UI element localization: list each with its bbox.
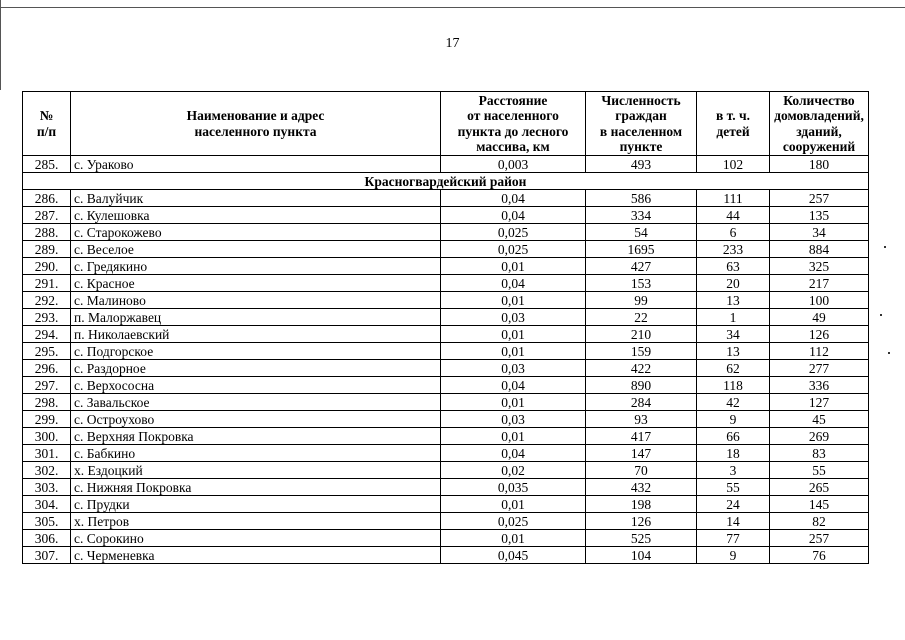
row-children: 55 bbox=[697, 479, 770, 496]
table-header bbox=[23, 92, 869, 156]
row-number: 295. bbox=[23, 343, 71, 360]
header-children-line1: в т. ч. bbox=[715, 108, 751, 123]
row-households: 217 bbox=[770, 275, 869, 292]
row-population: 890 bbox=[586, 377, 697, 394]
row-name: с. Прудки bbox=[71, 496, 441, 513]
row-distance: 0,03 bbox=[441, 411, 586, 428]
row-population: 1695 bbox=[586, 241, 697, 258]
row-number: 302. bbox=[23, 462, 71, 479]
header-households-line2: домовладений, bbox=[774, 108, 864, 123]
header-distance bbox=[441, 92, 586, 156]
row-name: с. Сорокино bbox=[71, 530, 441, 547]
row-children: 42 bbox=[697, 394, 770, 411]
header-households-line1: Количество bbox=[783, 92, 855, 108]
table-row bbox=[23, 292, 869, 309]
table-row bbox=[23, 530, 869, 547]
row-distance: 0,003 bbox=[441, 156, 586, 173]
row-population: 417 bbox=[586, 428, 697, 445]
row-name: с. Раздорное bbox=[71, 360, 441, 377]
scan-speck bbox=[880, 314, 882, 316]
row-households: 127 bbox=[770, 394, 869, 411]
header-row bbox=[23, 92, 869, 156]
table-row bbox=[23, 479, 869, 496]
row-distance: 0,045 bbox=[441, 547, 586, 564]
row-population: 284 bbox=[586, 394, 697, 411]
row-distance: 0,04 bbox=[441, 207, 586, 224]
row-distance: 0,025 bbox=[441, 224, 586, 241]
row-number: 300. bbox=[23, 428, 71, 445]
row-households: 265 bbox=[770, 479, 869, 496]
row-distance: 0,025 bbox=[441, 241, 586, 258]
row-children: 9 bbox=[697, 411, 770, 428]
row-number: 288. bbox=[23, 224, 71, 241]
row-name: с. Веселое bbox=[71, 241, 441, 258]
header-population-line1: Численность bbox=[601, 92, 681, 108]
row-distance: 0,01 bbox=[441, 428, 586, 445]
header-distance-line4: массива, км bbox=[476, 139, 550, 154]
row-number: 294. bbox=[23, 326, 71, 343]
row-children: 13 bbox=[697, 292, 770, 309]
row-distance: 0,01 bbox=[441, 530, 586, 547]
row-number: 285. bbox=[23, 156, 71, 173]
table-row bbox=[23, 258, 869, 275]
row-children: 9 bbox=[697, 547, 770, 564]
header-households-line4: сооружений bbox=[782, 139, 856, 154]
row-name: с. Старокожево bbox=[71, 224, 441, 241]
row-households: 83 bbox=[770, 445, 869, 462]
row-number: 289. bbox=[23, 241, 71, 258]
row-population: 99 bbox=[586, 292, 697, 309]
row-distance: 0,04 bbox=[441, 190, 586, 207]
table-row bbox=[23, 360, 869, 377]
row-distance: 0,02 bbox=[441, 462, 586, 479]
row-number: 292. bbox=[23, 292, 71, 309]
row-number: 297. bbox=[23, 377, 71, 394]
row-households: 49 bbox=[770, 309, 869, 326]
row-households: 135 bbox=[770, 207, 869, 224]
header-distance-line2: от населенного bbox=[467, 108, 559, 123]
row-children: 6 bbox=[697, 224, 770, 241]
row-households: 112 bbox=[770, 343, 869, 360]
row-name: с. Верхняя Покровка bbox=[71, 428, 441, 445]
row-population: 70 bbox=[586, 462, 697, 479]
row-population: 93 bbox=[586, 411, 697, 428]
row-population: 159 bbox=[586, 343, 697, 360]
row-distance: 0,03 bbox=[441, 309, 586, 326]
row-children: 24 bbox=[697, 496, 770, 513]
row-number: 304. bbox=[23, 496, 71, 513]
row-children: 63 bbox=[697, 258, 770, 275]
row-children: 118 bbox=[697, 377, 770, 394]
table-row bbox=[23, 275, 869, 292]
row-number: 306. bbox=[23, 530, 71, 547]
row-number: 303. bbox=[23, 479, 71, 496]
row-name: с. Завальское bbox=[71, 394, 441, 411]
row-population: 334 bbox=[586, 207, 697, 224]
row-distance: 0,01 bbox=[441, 496, 586, 513]
row-name: с. Бабкино bbox=[71, 445, 441, 462]
table-row bbox=[23, 343, 869, 360]
row-population: 422 bbox=[586, 360, 697, 377]
row-households: 325 bbox=[770, 258, 869, 275]
row-name: с. Нижняя Покровка bbox=[71, 479, 441, 496]
row-children: 66 bbox=[697, 428, 770, 445]
row-children: 18 bbox=[697, 445, 770, 462]
row-number: 290. bbox=[23, 258, 71, 275]
header-number bbox=[23, 92, 71, 156]
row-households: 76 bbox=[770, 547, 869, 564]
header-children-line2: детей bbox=[716, 123, 750, 139]
header-distance-line1: Расстояние bbox=[478, 92, 548, 108]
row-number: 301. bbox=[23, 445, 71, 462]
row-distance: 0,01 bbox=[441, 394, 586, 411]
row-name: с. Гредякино bbox=[71, 258, 441, 275]
header-name bbox=[71, 92, 441, 156]
row-number: 293. bbox=[23, 309, 71, 326]
row-population: 153 bbox=[586, 275, 697, 292]
row-name: п. Малоржавец bbox=[71, 309, 441, 326]
table-row bbox=[23, 513, 869, 530]
table-row bbox=[23, 207, 869, 224]
section-row bbox=[23, 173, 869, 190]
table-row bbox=[23, 462, 869, 479]
row-name: с. Кулешовка bbox=[71, 207, 441, 224]
row-households: 180 bbox=[770, 156, 869, 173]
header-name-line1: Наименование и адрес bbox=[186, 108, 325, 123]
table-row bbox=[23, 394, 869, 411]
row-children: 34 bbox=[697, 326, 770, 343]
row-distance: 0,04 bbox=[441, 445, 586, 462]
row-name: п. Николаевский bbox=[71, 326, 441, 343]
table-body bbox=[23, 156, 869, 564]
row-name: х. Ездоцкий bbox=[71, 462, 441, 479]
row-number: 307. bbox=[23, 547, 71, 564]
scan-speck bbox=[884, 246, 886, 248]
row-name: с. Ураково bbox=[71, 156, 441, 173]
row-name: х. Петров bbox=[71, 513, 441, 530]
settlements-table bbox=[22, 91, 869, 564]
row-distance: 0,01 bbox=[441, 343, 586, 360]
row-population: 104 bbox=[586, 547, 697, 564]
row-distance: 0,04 bbox=[441, 377, 586, 394]
row-number: 305. bbox=[23, 513, 71, 530]
row-children: 62 bbox=[697, 360, 770, 377]
row-households: 126 bbox=[770, 326, 869, 343]
row-number: 296. bbox=[23, 360, 71, 377]
row-population: 54 bbox=[586, 224, 697, 241]
row-children: 20 bbox=[697, 275, 770, 292]
table-row bbox=[23, 496, 869, 513]
row-households: 45 bbox=[770, 411, 869, 428]
row-children: 1 bbox=[697, 309, 770, 326]
scan-edge-top bbox=[0, 7, 905, 8]
row-name: с. Красное bbox=[71, 275, 441, 292]
row-number: 299. bbox=[23, 411, 71, 428]
table-row bbox=[23, 411, 869, 428]
row-population: 147 bbox=[586, 445, 697, 462]
table-row bbox=[23, 326, 869, 343]
row-households: 257 bbox=[770, 190, 869, 207]
header-distance-line3: пункта до лесного bbox=[457, 123, 569, 139]
row-households: 269 bbox=[770, 428, 869, 445]
row-households: 34 bbox=[770, 224, 869, 241]
header-households-line3: зданий, bbox=[796, 123, 842, 139]
row-population: 493 bbox=[586, 156, 697, 173]
row-households: 82 bbox=[770, 513, 869, 530]
page-number: 17 bbox=[445, 36, 460, 51]
row-households: 277 bbox=[770, 360, 869, 377]
row-name: с. Остроухово bbox=[71, 411, 441, 428]
table-row bbox=[23, 428, 869, 445]
row-distance: 0,03 bbox=[441, 360, 586, 377]
row-children: 102 bbox=[697, 156, 770, 173]
row-number: 287. bbox=[23, 207, 71, 224]
table-row bbox=[23, 445, 869, 462]
row-name: с. Валуйчик bbox=[71, 190, 441, 207]
header-number-line2: п/п bbox=[36, 123, 57, 139]
row-distance: 0,01 bbox=[441, 292, 586, 309]
row-children: 77 bbox=[697, 530, 770, 547]
header-number-line1: № bbox=[39, 108, 54, 123]
header-population-line4: пункте bbox=[619, 139, 663, 154]
row-children: 3 bbox=[697, 462, 770, 479]
row-name: с. Черменевка bbox=[71, 547, 441, 564]
row-name: с. Верхососна bbox=[71, 377, 441, 394]
row-population: 198 bbox=[586, 496, 697, 513]
table-row bbox=[23, 190, 869, 207]
table-row bbox=[23, 241, 869, 258]
header-children bbox=[697, 92, 770, 156]
row-population: 22 bbox=[586, 309, 697, 326]
row-children: 44 bbox=[697, 207, 770, 224]
row-population: 126 bbox=[586, 513, 697, 530]
row-population: 432 bbox=[586, 479, 697, 496]
row-children: 13 bbox=[697, 343, 770, 360]
table-row bbox=[23, 547, 869, 564]
row-distance: 0,035 bbox=[441, 479, 586, 496]
header-population-line3: в населенном bbox=[599, 123, 683, 139]
header-population bbox=[586, 92, 697, 156]
row-distance: 0,01 bbox=[441, 258, 586, 275]
scan-speck bbox=[888, 352, 890, 354]
row-distance: 0,04 bbox=[441, 275, 586, 292]
row-population: 525 bbox=[586, 530, 697, 547]
row-distance: 0,01 bbox=[441, 326, 586, 343]
row-distance: 0,025 bbox=[441, 513, 586, 530]
row-households: 257 bbox=[770, 530, 869, 547]
header-name-line2: населенного пункта bbox=[194, 123, 317, 139]
row-children: 233 bbox=[697, 241, 770, 258]
row-number: 286. bbox=[23, 190, 71, 207]
row-children: 14 bbox=[697, 513, 770, 530]
row-number: 298. bbox=[23, 394, 71, 411]
row-households: 336 bbox=[770, 377, 869, 394]
row-name: с. Малиново bbox=[71, 292, 441, 309]
table-row bbox=[23, 309, 869, 326]
header-households bbox=[770, 92, 869, 156]
row-households: 55 bbox=[770, 462, 869, 479]
table-row bbox=[23, 224, 869, 241]
row-number: 291. bbox=[23, 275, 71, 292]
row-children: 111 bbox=[697, 190, 770, 207]
row-population: 210 bbox=[586, 326, 697, 343]
header-population-line2: граждан bbox=[615, 108, 667, 123]
row-households: 100 bbox=[770, 292, 869, 309]
row-households: 145 bbox=[770, 496, 869, 513]
table-row bbox=[23, 377, 869, 394]
table-row bbox=[23, 156, 869, 173]
row-name: с. Подгорское bbox=[71, 343, 441, 360]
row-population: 427 bbox=[586, 258, 697, 275]
section-title: Красногвардейский район bbox=[23, 173, 869, 190]
row-population: 586 bbox=[586, 190, 697, 207]
row-households: 884 bbox=[770, 241, 869, 258]
